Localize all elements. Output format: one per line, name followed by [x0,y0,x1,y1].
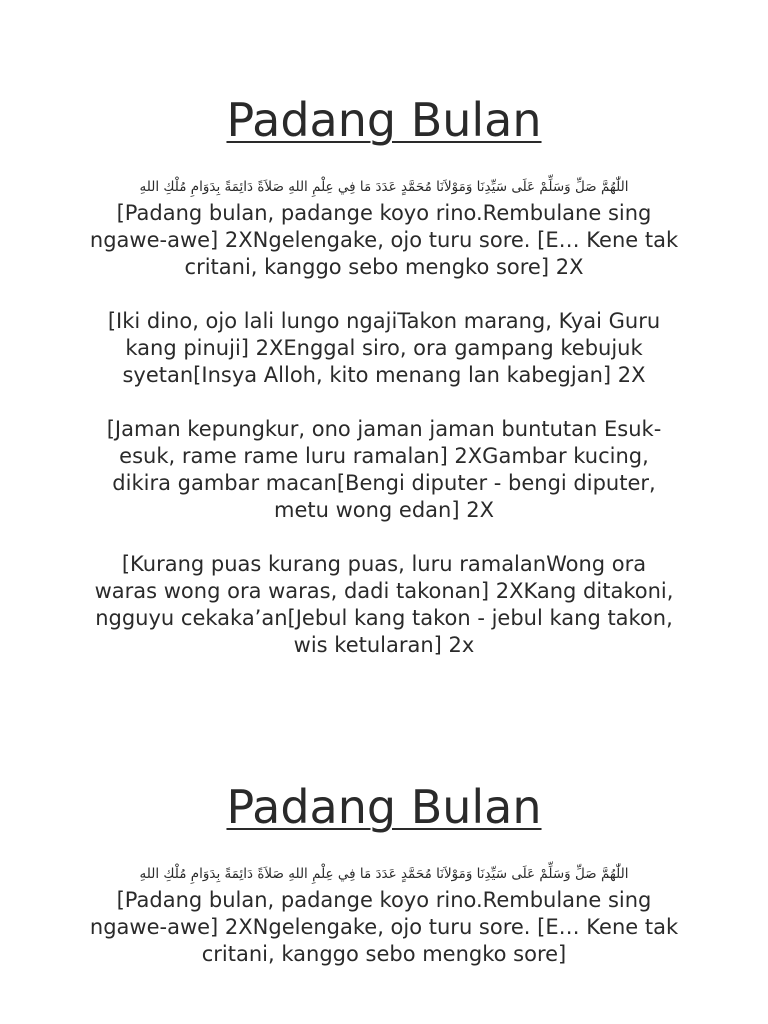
lyrics-section-2 [0,779,768,835]
lyrics-paragraph: [Padang bulan, padange koyo rino.Rembulane sing ngawe-awe] 2XNgelengake, ojo turu sore. [E… Kene tak critani, kanggo sebo mengko sore] [89,888,679,966]
arabic-sholawat-line: اللّٰهُمَّ صَلِّ وَسَلِّمْ عَلَى سَيِّدِنَا وَمَوْلاَنَا مُحَمَّدٍ عَدَدَ مَا فِي عِلْمِ اللهِ صَلاَةً دَائِمَةً بِدَوَامِ مُلْكِ اللهِ [139,179,629,195]
lyrics-paragraph: [Jaman kepungkur, ono jaman jaman buntutan Esuk-esuk, rame rame luru ramalan] 2XGambar kucing, dikira gambar macan[Bengi diputer - bengi diputer, metu wong edan] 2X [106,417,662,522]
paragraph-gap [0,524,768,551]
lyrics-paragraph: [Kurang puas kurang puas, luru ramalanWong ora waras wong ora waras, dadi takonan] 2XKang ditakoni, ngguyu cekaka’an[Jebul kang takon - jebul kang takon, wis ketularan] 2x [94,552,674,657]
lyrics-body-1 [0,200,768,659]
lyrics-body-2 [0,887,768,968]
arabic-sholawat-line: اللّٰهُمَّ صَلِّ وَسَلِّمْ عَلَى سَيِّدِنَا وَمَوْلاَنَا مُحَمَّدٍ عَدَدَ مَا فِي عِلْمِ اللهِ صَلاَةً دَائِمَةً بِدَوَامِ مُلْكِ اللهِ [139,866,629,882]
lyrics-paragraph: [Padang bulan, padange koyo rino.Rembulane sing ngawe-awe] 2XNgelengake, ojo turu sore. [E… Kene tak critani, kanggo sebo mengko sore] 2X [89,201,679,279]
paragraph-gap [0,281,768,308]
lyrics-paragraph: [Iki dino, ojo lali lungo ngajiTakon marang, Kyai Guru kang pinuji] 2XEnggal siro, ora gampang kebujuk syetan[Insya Alloh, kito menang lan kabegjan] 2X [107,309,661,387]
song-title: Padang Bulan [226,780,542,834]
paragraph-gap [0,389,768,416]
song-title: Padang Bulan [226,93,542,147]
lyrics-section-1 [0,92,768,148]
